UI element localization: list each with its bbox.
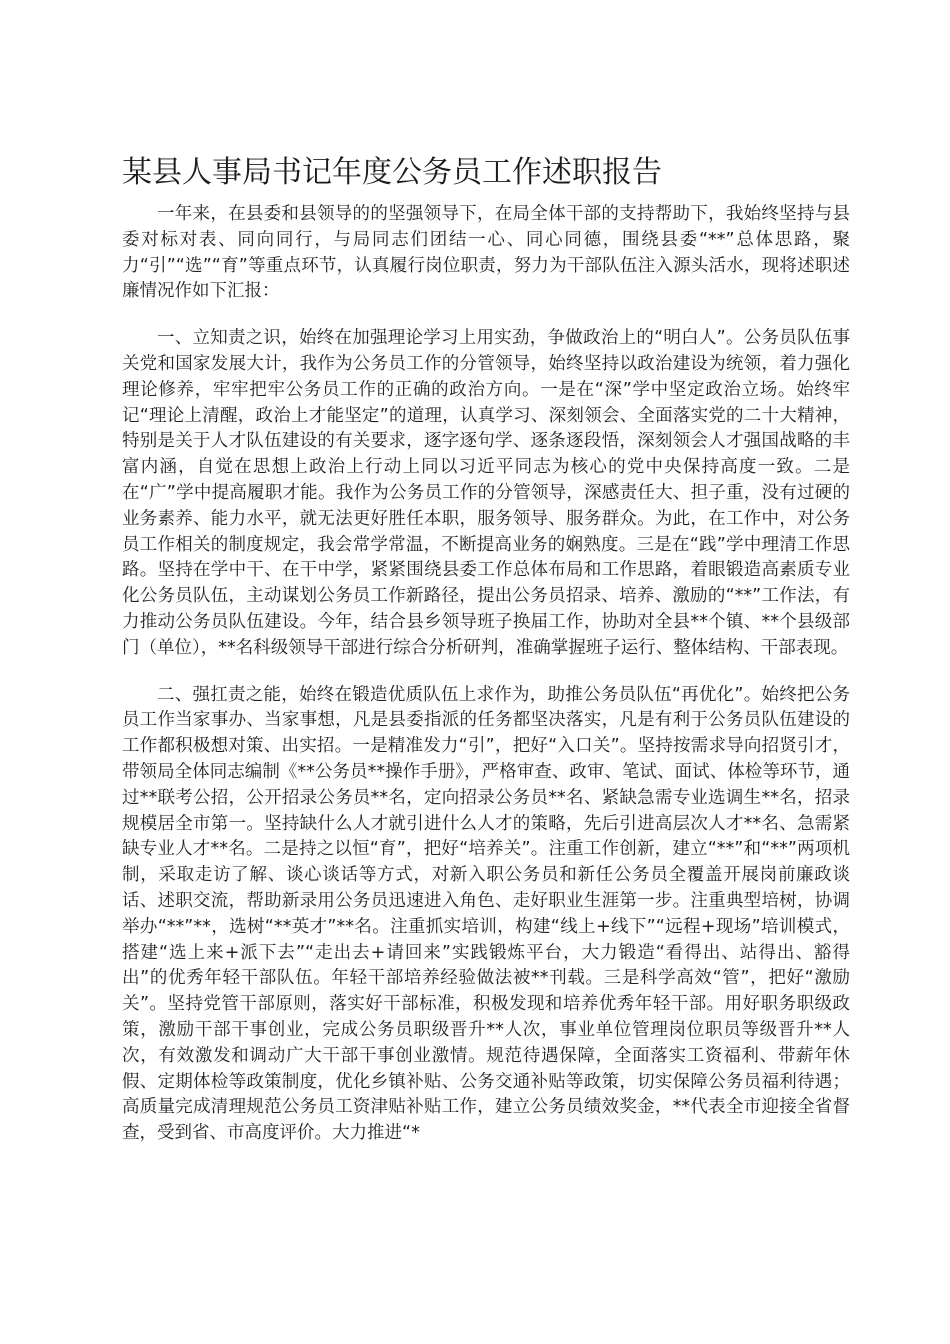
document-body — [122, 202, 850, 1168]
section-two-paragraph: 二、强扛责之能，始终在锻造优质队伍上求作为，助推公务员队伍“再优化”。始终把公务员工作当家事办、当家事想，凡是县委指派的任务都坚决落实，凡是有利于公务员队伍建设的工作都积极想对策、出实招。一是精准发力“引”，把好“入口关”。坚持按需求导向招贤引才，带领局全体同志编制《**公务员**操作手册》，严格审查、政审、笔试、面试、体检等环节，通过**联考公招，公开招录公务员**名，定向招录公务员**名、紧缺急需专业选调生**名，招录规模居全市第一。坚持缺什么人才就引进什么人才的策略，先后引进高层次人才**名、急需紧缺专业人才**名。二是持之以恒“育”，把好“培养关”。注重工作创新，建立“**”和“**”两项机制，采取走访了解、谈心谈话等方式，对新入职公务员和新任公务员全覆盖开展岗前廉政谈话、述职交流，帮助新录用公务员迅速进入角色、走好职业生涯第一步。注重典型培树，协调举办“**”**，选树“**英才”**名。注重抓实培训，构建“线上+线下”“远程+现场”培训模式，搭建“选上来+派下去”“走出去+请回来”实践锻炼平台，大力锻造“看得出、站得出、豁得出”的优秀年轻干部队伍。年轻干部培养经验做法被**刊载。三是科学高效“管”，把好“激励关”。坚持党管干部原则，落实好干部标准，积极发现和培养优秀年轻干部。用好职务职级政策，激励干部干事创业，完成公务员职级晋升**人次，事业单位管理岗位职员等级晋升**人次，有效激发和调动广大干部干事创业激情。规范待遇保障，全面落实工资福利、带薪年休假、定期体检等政策制度，优化乡镇补贴、公务交通补贴等政策，切实保障公务员福利待遇；高质量完成清理规范公务员工资津贴补贴工作，建立公务员绩效奖金，**代表全市迎接全省督查，受到省、市高度评价。大力推进“* — [122, 684, 850, 1144]
intro-paragraph: 一年来，在县委和县领导的的坚强领导下，在局全体干部的支持帮助下，我始终坚持与县委对标对表、同向同行，与局同志们团结一心、同心同德，围绕县委“**”总体思路，聚力“引”“选”“育”等重点环节，认真履行岗位职责，努力为干部队伍注入源头活水，现将述职述廉情况作如下汇报： — [122, 204, 850, 302]
section-one-paragraph: 一、立知责之识，始终在加强理论学习上用实劲，争做政治上的“明白人”。公务员队伍事关党和国家发展大计，我作为公务员工作的分管领导，始终坚持以政治建设为统领，着力强化理论修养，牢牢把牢公务员工作的正确的政治方向。一是在“深”学中坚定政治立场。始终牢记“理论上清醒，政治上才能坚定”的道理，认真学习、深刻领会、全面落实党的二十大精神，特别是关于人才队伍建设的有关要求，逐字逐句学、逐条逐段悟，深刻领会人才强国战略的丰富内涵，自觉在思想上政治上行动上同以习近平同志为核心的党中央保持高度一致。二是在“广”学中提高履职才能。我作为公务员工作的分管领导，深感责任大、担子重，没有过硬的业务素养、能力水平，就无法更好胜任本职，服务领导、服务群众。为此，在工作中，对公务员工作相关的制度规定，我会常学常温，不断提高业务的娴熟度。三是在“践”学中理清工作思路。坚持在学中干、在干中学，紧紧围绕县委工作总体布局和工作思路，着眼锻造高素质专业化公务员队伍，主动谋划公务员工作新路径，提出公务员招录、培养、激励的“**”工作法，有力推动公务员队伍建设。今年，结合县乡领导班子换届工作，协助对全县**个镇、**个县级部门（单位），**名科级领导干部进行综合分析研判，准确掌握班子运行、整体结构、干部表现。 — [122, 328, 850, 658]
document-title: 某县人事局书记年度公务员工作述职报告 — [122, 155, 662, 190]
